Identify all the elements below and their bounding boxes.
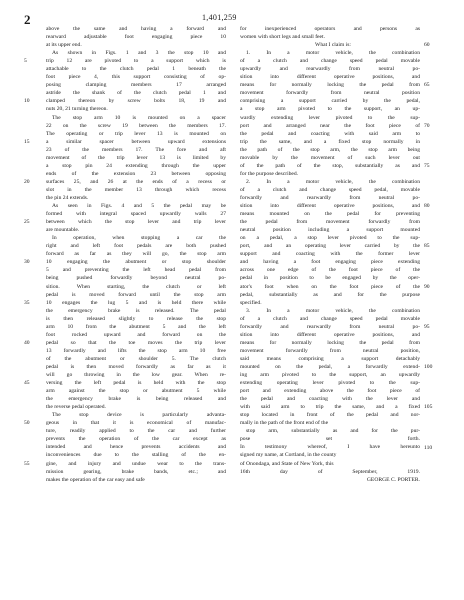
text-line: the pin 24 extends.: [46, 194, 89, 201]
text-line: 10 engages the lug 5 and is held there while: [46, 299, 226, 306]
line-number: 75: [424, 162, 430, 169]
text-line: ends of the extension 23 between opposing: [46, 170, 226, 177]
text-line: clamped thereon by screw bolts 18, 19 and: [46, 98, 226, 105]
line-number: 5: [24, 58, 27, 65]
line-number: 70: [424, 122, 430, 129]
text-line: movable by the movement of such lever out: [240, 154, 420, 161]
text-line: signed my name, at Cortland, in the county: [240, 452, 337, 459]
text-line: 13 forwardly and lifts the stop arm 10 free: [46, 347, 226, 354]
text-line: a stop arm pivoted to the support, an up-: [240, 106, 420, 113]
text-line: of Onondaga, and State of New York, this: [240, 460, 334, 467]
text-line: geous in that it is economical of manufac-: [46, 420, 226, 427]
text-line: ture, readily applied to the car and further: [46, 428, 226, 435]
text-line: arm against the stop or abutment 5 while: [46, 388, 226, 395]
text-line: of the abutment or shoulder 5. The clutch: [46, 355, 226, 362]
text-line: gine, and injury and undue wear to the trans-: [46, 460, 226, 467]
line-number: 90: [424, 283, 430, 290]
text-line: sition into different operative positions, and: [240, 203, 420, 210]
text-line: movement of the trip lever 13 is limited by: [46, 154, 226, 161]
text-line: sition into different operative positions, and: [240, 331, 420, 338]
text-line: In operation, when stopping a car the: [52, 235, 226, 242]
text-line: foot piece 4, this support consisting of op-: [46, 74, 226, 81]
line-number: 15: [24, 138, 30, 145]
text-line: extending operating lever pivoted to the sup-: [240, 380, 420, 387]
text-line: pedal in position to be engaged by the oper-: [240, 275, 420, 282]
text-line: for inexperienced operators and persons as: [240, 26, 420, 32]
text-line: 16th day of September, 1919.: [240, 468, 420, 475]
text-line: forwardly and rearwardly from neutral po-: [240, 323, 420, 330]
text-line: trip 12 are pivoted to a support which is: [46, 58, 226, 65]
text-line: neutral position including a support mounted: [240, 227, 420, 234]
text-line: the pedal and coacting with said arm to: [240, 130, 420, 137]
line-number: 20: [24, 178, 30, 185]
text-line: As seen in Figs. 4 and 5 the pedal may be: [52, 203, 226, 210]
text-line: port and extending above the foot piece of: [240, 388, 420, 395]
text-line: The stop device is particularly advanta-: [52, 412, 226, 419]
text-line: formed with integral spaced upwardly walls 27: [46, 211, 226, 218]
text-line: 3. In a motor vehicle, the combination: [246, 307, 420, 314]
line-number: 95: [424, 323, 430, 330]
text-line: the reverse pedal operated.: [46, 404, 106, 411]
text-line: movement forwardly from neutral position,: [240, 347, 420, 354]
text-line: of the path of the stop, substantially as and: [240, 162, 420, 169]
line-number: 60: [424, 42, 430, 49]
text-line: 2. In a motor vehicle, the combination: [246, 178, 420, 185]
text-line: the emergency brake is released. The pedal: [46, 307, 226, 314]
text-line: port and arranged near the foot piece of: [240, 122, 420, 129]
text-line: pedal, substantially as and for the purpose: [240, 291, 420, 298]
text-line: stop located in front of the pedal and nor-: [240, 412, 420, 419]
text-line: slot in the member 13 through which recess: [46, 186, 226, 193]
text-line: women with short legs and small feet.: [240, 34, 325, 41]
text-line: sition. When starting, the clutch or left: [46, 283, 226, 290]
text-line: pedal so that the toe moves the trip lever: [46, 339, 226, 346]
text-line: versing the left pedal is held with the stop: [46, 380, 226, 387]
text-line: a stop pin 24 extending through the upper: [46, 162, 226, 169]
text-line: 22 on the screw 19 between the members 17.: [46, 122, 226, 129]
text-line: of a clutch and change speed pedal, movable: [240, 186, 420, 193]
text-line: inconveniences due to the stalling of the en-: [46, 452, 226, 459]
text-line: The operating or trip lever 13 is mounted on: [46, 130, 226, 137]
line-number: 85: [424, 243, 430, 250]
text-line: across one edge of the foot piece of the: [240, 267, 420, 274]
page-number: 2: [24, 12, 31, 27]
line-number: 35: [24, 299, 30, 306]
text-line: makes the operation of the car easy and safe: [46, 476, 145, 483]
text-line: rearward adjustable foot engaging piece 10: [46, 34, 226, 41]
text-line: a similar spacer between upward extensions: [46, 138, 226, 145]
text-line: The stop arm 10 is mounted on a spacer: [52, 114, 226, 121]
text-line: astride the shank of the clutch pedal 1 and: [46, 90, 226, 97]
text-line: 5 and preventing the left head pedal from: [46, 267, 226, 274]
text-line: with said arm to trip the same, and a fixed: [240, 404, 420, 411]
text-line: foot rocked upward and forward on the: [46, 331, 226, 338]
text-line: on a pedal, a stop lever pivoted to the sup-: [240, 235, 420, 242]
text-line: are mountable.: [46, 227, 80, 234]
text-line: comprising a support carried by the pedal,: [240, 98, 420, 105]
line-number: 65: [424, 82, 430, 89]
text-line: arm 10 from the abutment 5 and the left: [46, 323, 226, 330]
text-line: the path of the stop arm, the stop arm being: [240, 146, 420, 153]
text-line: support and coacting with the former lever: [240, 251, 420, 258]
text-line: and having a foot engaging piece extending: [240, 259, 420, 266]
right-text-column: [240, 25, 420, 484]
text-line: mounted on the pedal, a forwardly extend-: [240, 363, 420, 370]
text-line: for the purpose described.: [240, 170, 299, 177]
left-text-column: [46, 25, 226, 484]
text-line: above the same and having a forward and: [46, 26, 226, 32]
text-line: prevents the operation of the car except as: [46, 436, 226, 443]
text-line: the emergency brake is being released and: [46, 396, 226, 403]
text-line: mission gearing, brake bands, etc.; and: [46, 468, 226, 475]
text-line: between which the stop lever and trip lever: [46, 219, 226, 226]
line-number: 80: [424, 203, 430, 210]
text-line: ing arm pivoted to the support, an upwardly: [240, 372, 420, 379]
text-line: at its upper end.: [46, 42, 82, 49]
line-number: 30: [24, 259, 30, 266]
text-line: surfaces 25, and 26 at the ends of a recess or: [46, 178, 226, 185]
text-line: means for normally locking the pedal from: [240, 82, 420, 89]
text-line: of a clutch and change speed pedal movable: [240, 58, 420, 65]
line-number: 25: [24, 219, 30, 226]
text-line: 23 of the members 17. The fore and aft: [46, 146, 226, 153]
text-line: will go throwing in the low gear. When re-: [46, 372, 226, 379]
line-number: 10: [24, 98, 30, 105]
text-line: being pushed forwardly beyond neutral po-: [46, 275, 226, 282]
text-line: forward as far as they will go, the stop arm: [46, 251, 226, 258]
text-line: pedal is then moved forwardly as far as it: [46, 363, 226, 370]
text-line: mally in the path of the front end of the: [240, 420, 329, 427]
text-line: wardly extending lever pivoted to the sup-: [240, 114, 420, 121]
text-line: upwardly and rearwardly from neutral po-: [240, 66, 420, 73]
text-line: attachable to the clutch pedal 1 beneath the: [46, 66, 226, 73]
text-line: movement forwardly from neutral position: [240, 90, 420, 97]
text-line: 10 engaging the abutment or stop shoulder: [46, 259, 226, 266]
line-number: 40: [24, 339, 30, 346]
line-number: 105: [424, 404, 433, 411]
line-number: 45: [24, 380, 30, 387]
line-number: 100: [424, 364, 433, 371]
text-line: pose set forth.: [240, 436, 420, 443]
text-line: pedal is moved forward until the stop arm: [46, 291, 226, 298]
text-line: said means comprising a support detachably: [240, 355, 420, 362]
text-line: intended and hence prevents accidents and: [46, 444, 226, 451]
text-line: specified.: [240, 299, 262, 306]
text-line: forwardly and rearwardly from neutral po-: [240, 194, 420, 201]
text-line: In testimony whereof, I have hereunto: [240, 444, 420, 451]
text-line: means mounted on the pedal for preventing: [240, 211, 420, 218]
text-line: 1. In a motor vehicle, the combination: [246, 50, 420, 57]
text-line: sition into different operative positions, and: [240, 74, 420, 81]
text-line: right and left foot pedals are both pushed: [46, 243, 226, 250]
text-line: port, and an operating lever carried by the: [240, 243, 420, 250]
line-number: 110: [424, 444, 433, 451]
line-number: 50: [24, 420, 30, 427]
text-line: the pedal and coacting with the lever and: [240, 396, 420, 403]
line-number: 55: [24, 460, 30, 467]
text-line: means for normally locking the pedal from: [240, 339, 420, 346]
text-line: trip the same, and a fixed stop normally in: [240, 138, 420, 145]
text-line: ator's foot when on the foot piece of the: [240, 283, 420, 290]
text-line: nuts 20, 21 turning thereon.: [46, 106, 108, 113]
text-line: posing clamping members 17 arranged: [46, 82, 226, 89]
text-line: is then released slightly to release the stop: [46, 315, 226, 322]
text-line: of a clutch and change speed pedal movable: [240, 315, 420, 322]
text-line: the pedal from movement forwardly from: [240, 219, 420, 226]
text-line: As shown in Figs. 1 and 3 the stop 10 and: [52, 50, 226, 57]
text-line: GEORGE C. PORTER.: [366, 476, 420, 483]
patent-number: 1,401,259: [202, 13, 237, 22]
text-line: stop arm, substantially as and for the pur-: [246, 428, 420, 435]
text-line: What I claim is:: [315, 42, 351, 49]
